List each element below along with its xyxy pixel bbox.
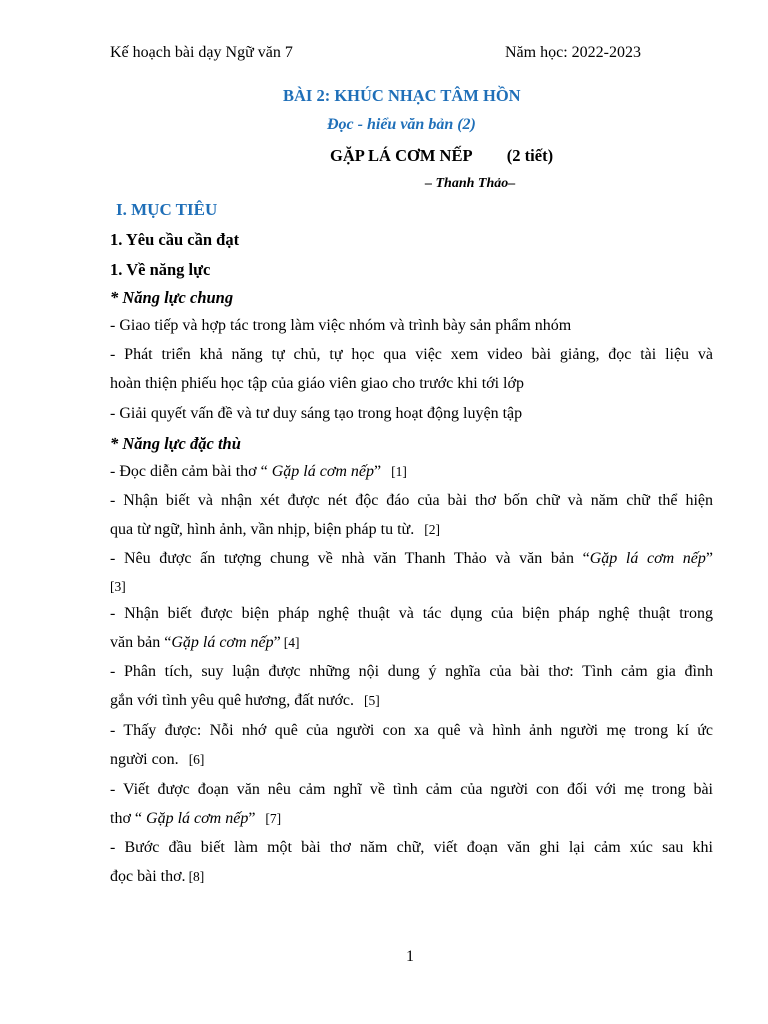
s5b: gắn với tình yêu quê hương, đất nước. xyxy=(110,692,355,709)
competency-heading: 1. Về năng lực xyxy=(110,260,211,279)
text-title: GẶP LÁ CƠM NẾP xyxy=(330,146,473,165)
ref-2: [2] xyxy=(424,522,440,537)
specific-item-6-line1: - Thấy được: Nỗi nhớ quê của người con xa quê và hình ảnh người mẹ trong kí ức xyxy=(110,722,713,739)
s4b-title: Gặp lá cơm nếp xyxy=(171,634,274,651)
specific-item-2-line1: - Nhận biết và nhận xét được nét độc đáo của bài thơ bốn chữ và năm chữ thể hiện xyxy=(110,492,713,509)
header-left: Kế hoạch bài dạy Ngữ văn 7 xyxy=(110,44,293,61)
ref-7: [7] xyxy=(265,811,282,826)
section-heading: I. MỤC TIÊU xyxy=(116,200,218,219)
lesson-subtitle: Đọc - hiểu văn bản (2) xyxy=(327,116,476,133)
s3-pre: - Nêu được ấn tượng chung về nhà văn Thanh Thảo và văn bản “ xyxy=(110,550,590,567)
s3-title: Gặp lá cơm nếp xyxy=(589,550,706,567)
page-number: 1 xyxy=(406,948,414,965)
periods: (2 tiết) xyxy=(506,146,554,165)
specific-item-2-line2 xyxy=(110,521,440,539)
ref-6: [6] xyxy=(188,752,205,767)
specific-item-6-line2 xyxy=(110,751,204,769)
author: – Thanh Thảo– xyxy=(425,176,516,191)
s3-post: ” xyxy=(705,550,713,567)
s1-post: ” xyxy=(374,463,382,480)
s4b-pre: văn bản “ xyxy=(110,634,172,651)
specific-item-4-line1: - Nhận biết được biện pháp nghệ thuật và tác dụng của biện pháp nghệ thuật trong xyxy=(110,605,713,622)
header-right: Năm học: 2022-2023 xyxy=(505,44,641,61)
s8b: đọc bài thơ. xyxy=(110,868,186,885)
s7b-pre: thơ “ xyxy=(110,810,147,827)
text-title-row xyxy=(330,146,553,166)
specific-item-5-line2 xyxy=(110,692,380,710)
s2b: qua từ ngữ, hình ảnh, vần nhịp, biện pháp tu từ. xyxy=(110,521,415,538)
general-item-3: - Giải quyết vấn đề và tư duy sáng tạo trong hoạt động luyện tập xyxy=(110,405,523,422)
specific-item-1 xyxy=(110,463,407,481)
s4b-post: ” xyxy=(273,634,281,651)
s6b: người con. xyxy=(110,751,179,768)
ref-8: [8] xyxy=(188,869,205,884)
requirement-heading: 1. Yêu cầu cần đạt xyxy=(110,230,240,249)
ref-5: [5] xyxy=(364,693,380,708)
s7b-post: ” xyxy=(248,810,256,827)
specific-item-8-line1: - Bước đầu biết làm một bài thơ năm chữ, viết đoạn văn ghi lại cảm xúc sau khi xyxy=(110,839,713,856)
general-item-2-line2: hoàn thiện phiếu học tập của giáo viên giao cho trước khi tới lớp xyxy=(110,375,524,392)
ref-4: [4] xyxy=(283,635,300,650)
ref-1: [1] xyxy=(391,464,407,479)
general-item-1: - Giao tiếp và hợp tác trong làm việc nhóm và trình bày sản phẩm nhóm xyxy=(110,317,572,334)
specific-heading: * Năng lực đặc thù xyxy=(110,434,241,453)
general-item-2-line1: - Phát triển khả năng tự chủ, tự học qua việc xem video bài giảng, đọc tài liệu và xyxy=(110,346,713,363)
specific-item-4-line2 xyxy=(110,634,299,652)
specific-item-7-line1: - Viết được đoạn văn nêu cảm nghĩ về tình cảm của người con đối với mẹ trong bài xyxy=(110,781,713,798)
ref-3: [3] xyxy=(110,579,126,594)
s1-title: Gặp lá cơm nếp xyxy=(271,463,375,480)
specific-item-3-line1 xyxy=(110,550,713,568)
s7b-title: Gặp lá cơm nếp xyxy=(146,810,249,827)
unit-title: BÀI 2: KHÚC NHẠC TÂM HỒN xyxy=(283,86,521,105)
specific-item-5-line1: - Phân tích, suy luận được những nội dung ý nghĩa của bài thơ: Tình cảm gia đình xyxy=(110,663,713,680)
general-heading: * Năng lực chung xyxy=(110,288,234,307)
s1-pre: - Đọc diễn cảm bài thơ “ xyxy=(110,463,272,480)
specific-item-8-line2 xyxy=(110,868,204,886)
specific-item-7-line2 xyxy=(110,810,281,828)
